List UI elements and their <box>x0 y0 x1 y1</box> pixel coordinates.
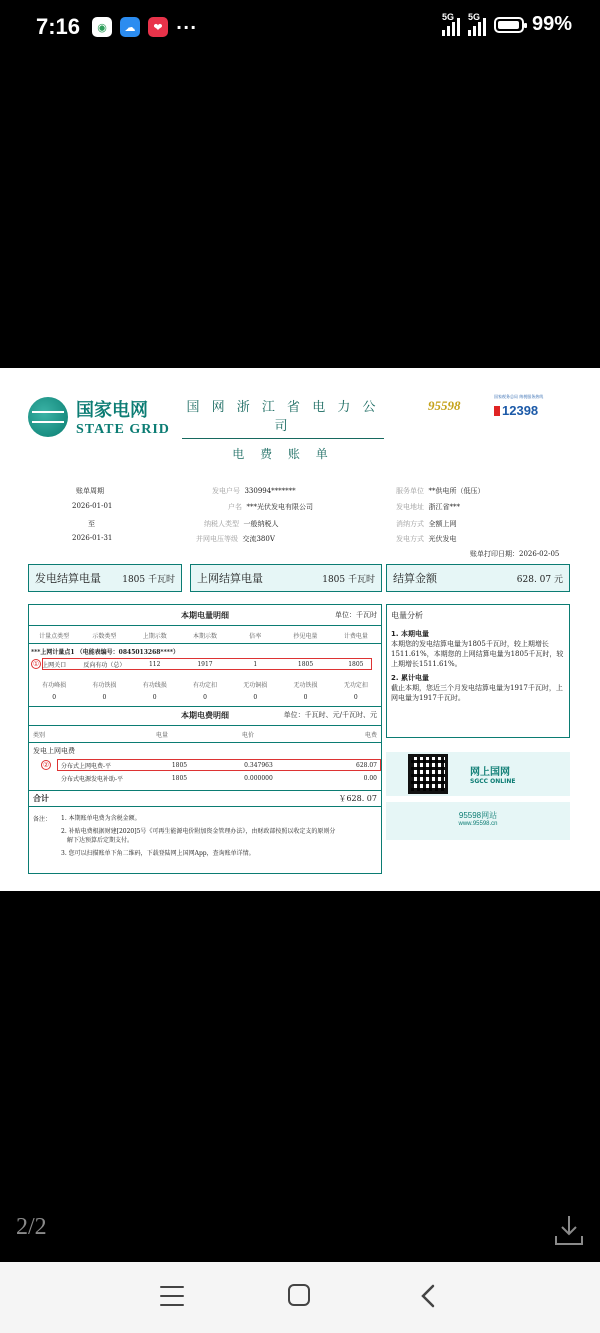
table-cell: 反向有功（总） <box>83 662 126 669</box>
table-header-cell: 无功铜损 <box>243 681 268 689</box>
table-header-cell: 类别 <box>33 731 46 739</box>
table-cell: 0 <box>52 693 57 701</box>
tax-row: 纳税人类型 一般纳税人 <box>204 520 279 528</box>
home-button[interactable] <box>288 1284 310 1306</box>
fee-section-label: 发电上网电费 <box>33 747 75 755</box>
table-header-cell: 无功铁损 <box>293 681 318 689</box>
table-header-cell: 计费电量 <box>343 632 368 640</box>
voltage-row: 并网电压等级 交流380V <box>196 535 275 543</box>
app-name-en: SGCC ONLINE <box>470 778 516 785</box>
table-header-cell: 本期示数 <box>192 632 217 640</box>
app-name: 网上国网 <box>470 767 510 778</box>
marker-1: ① <box>32 660 40 668</box>
table-cell: 628.07 <box>356 762 377 769</box>
table-cell: 0 <box>253 693 258 701</box>
more-notifications-icon: ··· <box>176 17 198 37</box>
qr-code[interactable] <box>408 754 448 794</box>
state-grid-logo: 国家电网 STATE GRID <box>28 396 170 438</box>
grid-energy-box: 上网结算电量 1805 千瓦时 <box>190 564 382 592</box>
bill-title: 电 费 账 单 <box>232 447 334 461</box>
back-button[interactable] <box>418 1284 440 1308</box>
table-cell: 1805 <box>348 661 364 668</box>
table-header-cell: 无功定扣 <box>343 681 368 689</box>
amount-box: 结算金额 628. 07 元 <box>386 564 570 592</box>
note-line: 1. 本期账单电费为含税金额。 <box>61 815 141 822</box>
table-header-cell: 上期示数 <box>142 632 167 640</box>
table-cell: 0.000000 <box>244 775 273 782</box>
table-cell: 上网关口 <box>42 662 67 669</box>
system-nav-bar <box>0 1262 600 1333</box>
hotline-95598-logo: 95598 <box>428 398 461 413</box>
battery-icon <box>494 17 524 33</box>
globe-icon <box>28 397 68 437</box>
fee-row <box>29 774 381 783</box>
mode-row: 消纳方式 全额上网 <box>396 520 457 528</box>
total-row: 合计 ￥628. 07 <box>33 793 377 803</box>
energy-header-row <box>29 630 381 640</box>
menu-button[interactable] <box>160 1286 184 1313</box>
heart-app-icon: ❤ <box>148 17 168 37</box>
status-time: 7:16 <box>36 14 81 39</box>
table-cell: 1805 <box>297 661 314 668</box>
cloud-app-icon: ☁ <box>120 17 140 37</box>
energy-analysis-panel: 电量分析 1. 本期电量 本期您的发电结算电量为1805千瓦时，较上期增长1511.61%，本期您的上网结算电量为1805千瓦时，较上期增长1511.61%。 2. 累计电量 截止本期，您近三个月发电结算电量为1917千瓦时，上网电量为1917千瓦时。 <box>386 604 570 738</box>
table-cell: 0 <box>303 693 308 701</box>
status-bar <box>0 0 600 56</box>
table-cell: 1805 <box>171 775 188 782</box>
page-indicator: 2/2 <box>16 1214 47 1240</box>
table-header-cell: 计量点类型 <box>39 632 70 640</box>
table-header-cell: 有功峰损 <box>42 681 67 689</box>
app-promo <box>386 752 570 796</box>
energy-detail-title: 本期电量明细 <box>181 610 229 620</box>
marker-2: ② <box>42 761 50 769</box>
fee-header-row <box>29 729 381 739</box>
loss-header-row <box>29 679 381 689</box>
table-cell: 1 <box>253 661 258 668</box>
table-cell: 0 <box>203 693 207 701</box>
energy-data-row <box>29 660 381 669</box>
note-line: 解下达预算后定期支付。 <box>67 837 134 844</box>
addr-row: 发电地址 浙江省*** <box>396 503 460 511</box>
table-cell: 1917 <box>197 661 213 668</box>
website-promo: 95598网站 www.95598.cn <box>386 802 570 840</box>
print-date: 账单打印日期：2026-02-05 <box>470 550 560 558</box>
download-icon[interactable] <box>554 1214 584 1246</box>
table-header-cell: 示数类型 <box>92 632 117 640</box>
table-cell: 1805 <box>171 762 188 769</box>
note-line: 3. 您可以扫描账单下角二维码，下载登陆网上国网App，查询账单详情。 <box>61 850 255 857</box>
table-cell: 112 <box>148 661 161 668</box>
detail-table <box>28 604 382 874</box>
table-header-cell: 电价 <box>241 731 254 739</box>
table-cell: 0 <box>152 693 157 701</box>
loss-value-row <box>29 692 381 702</box>
energy-unit: 单位：千瓦时 <box>335 611 377 619</box>
table-cell: 0 <box>102 693 107 701</box>
table-header-cell: 有功线损 <box>142 681 167 689</box>
table-header-cell: 电量 <box>155 731 168 739</box>
unit-row: 服务单位 **供电所（低压） <box>396 487 485 495</box>
account-row: 发电户号 330994******* <box>212 487 296 495</box>
table-cell: 分布式上网电费-平 <box>61 763 112 770</box>
table-header-cell: 有功铁损 <box>92 681 117 689</box>
period-label: 账单周期 <box>76 487 104 495</box>
table-cell: 0 <box>353 693 358 701</box>
table-cell: 分布式电源发电补助-平 <box>61 776 124 783</box>
notification-icons <box>92 17 197 37</box>
company-name: 国 网 浙 江 省 电 力 公 司 <box>182 396 384 439</box>
meter-point-label: ***上网计量点1 （电能表编号：0845013268****） <box>31 649 179 656</box>
period-end: 2026-01-31 <box>72 534 113 542</box>
period-to: 至 <box>88 520 95 528</box>
fee-detail-title: 本期电费明细 <box>181 710 229 720</box>
battery-percent: 99% <box>531 13 572 35</box>
gen-energy-box: 发电结算电量 1805 千瓦时 <box>28 564 182 592</box>
table-header-cell: 抄见电量 <box>293 632 318 640</box>
table-header-cell: 有功定扣 <box>192 681 217 689</box>
table-header-cell: 电费 <box>364 731 377 739</box>
company-header <box>182 396 384 462</box>
table-cell: 0.347963 <box>244 762 273 769</box>
signal-icon-2: 5G <box>468 14 486 36</box>
name-row: 户名 ***光伏发电有限公司 <box>228 503 313 511</box>
hotline-12398-logo: 国家税务总局 纳税服务热线 12398 <box>494 394 544 418</box>
table-cell: 0.00 <box>363 775 377 782</box>
note-line: 2. 补贴电费根据财建[2020]5号《可再生能源电价附加资金管理办法》，由财政部按照以收定支的原则分 <box>61 828 336 835</box>
signal-icon: 5G <box>442 14 460 36</box>
fee-unit: 单位：千瓦时、元/千瓦时、元 <box>283 711 377 719</box>
notes-label: 备注： <box>33 816 52 823</box>
bill-document <box>0 368 600 891</box>
table-header-cell: 倍率 <box>249 632 262 640</box>
fee-row <box>29 761 381 770</box>
period-start: 2026-01-01 <box>72 502 113 510</box>
ai-app-icon: ◉ <box>92 17 112 37</box>
notes-list <box>61 814 379 858</box>
type-row: 发电方式 光伏发电 <box>396 535 457 543</box>
